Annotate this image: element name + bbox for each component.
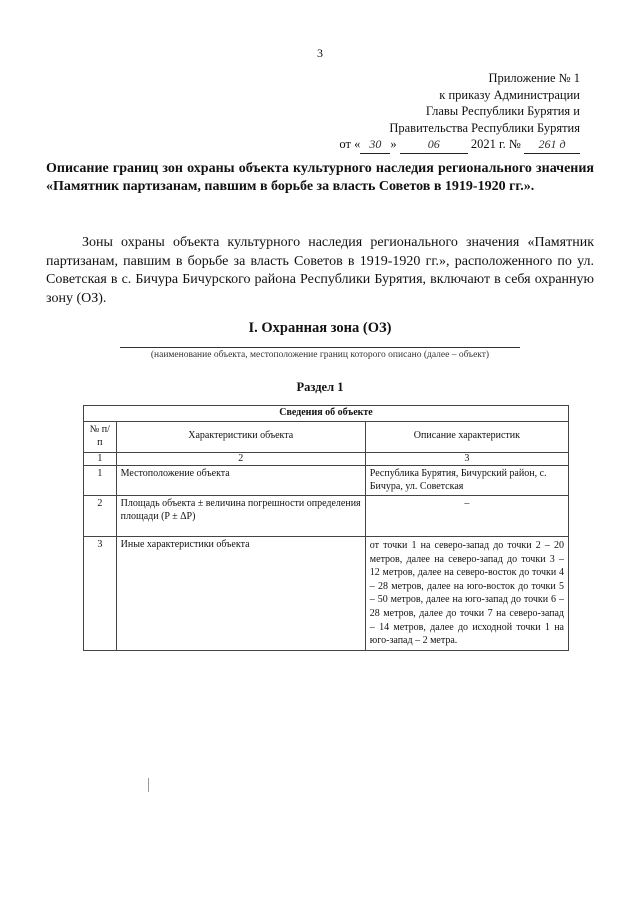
order-date-line bbox=[280, 136, 580, 154]
header-description: Описание характеристик bbox=[365, 421, 568, 452]
intro-paragraph: Зоны охраны объекта культурного наследия регионального значения «Памятник партизанам, павшим в борьбе за власть Советов в 1919-1920 гг.», расположенного по ул. Советская в с. Бичура Бичурского района Республики Бурятия, включают в себя охранную зону (ОЗ). bbox=[46, 235, 594, 306]
row-num: 1 bbox=[84, 466, 117, 496]
header-characteristic: Характеристики объекта bbox=[116, 421, 365, 452]
appendix-line: Приложение № 1 bbox=[488, 71, 580, 85]
table-caption: Сведения об объекте bbox=[84, 406, 569, 422]
row-characteristic: Местоположение объекта bbox=[116, 466, 365, 496]
row-characteristic: Площадь объекта ± величина погрешности определения площади (P ± ΔP) bbox=[116, 496, 365, 537]
order-day: 30 bbox=[360, 136, 390, 154]
appendix-line: к приказу Администрации bbox=[439, 87, 580, 102]
order-number: 261 д bbox=[524, 136, 580, 154]
subsection-heading: Раздел 1 bbox=[296, 380, 344, 394]
appendix-line: Правительства Республики Бурятия bbox=[389, 120, 580, 135]
order-year: 2021 г. № bbox=[470, 137, 521, 151]
index-cell: 2 bbox=[116, 452, 365, 466]
table-row bbox=[84, 466, 569, 496]
rule-caption: (наименование объекта, местоположение границ которого описано (далее – объект) bbox=[150, 350, 490, 360]
date-prefix: от « bbox=[339, 137, 361, 151]
page-number: 3 bbox=[317, 46, 323, 60]
table-header-row bbox=[84, 421, 569, 452]
margin-mark bbox=[148, 778, 149, 792]
table-caption-row bbox=[84, 406, 569, 422]
underline-rule bbox=[120, 347, 520, 348]
row-description: – bbox=[365, 496, 568, 537]
table-index-row bbox=[84, 452, 569, 466]
order-month: 06 bbox=[400, 136, 468, 154]
header-num: № п/п bbox=[84, 421, 117, 452]
object-info-table bbox=[83, 405, 569, 651]
row-description: Республика Бурятия, Бичурский район, с. Бичура, ул. Советская bbox=[365, 466, 568, 496]
row-description: от точки 1 на северо-запад до точки 2 – 20 метров, далее на северо-запад до точки 3 – 12 метров, далее на северо-восток до точки 4 – 28 метров, далее на юго-восток до точки 5 – 50 метров, далее на юго-запад до точки 6 – 28 метров, далее до точки 7 на северо-запад – 14 метров, далее до исходной точки 1 на юго-запад – 2 метра. bbox=[365, 537, 568, 651]
section-heading: I. Охранная зона (ОЗ) bbox=[248, 320, 392, 336]
index-cell: 3 bbox=[365, 452, 568, 466]
index-cell: 1 bbox=[84, 452, 117, 466]
table-row bbox=[84, 496, 569, 537]
document-title: Описание границ зон охраны объекта культурного наследия регионального значения «Памятник партизанам, павшим в борьбе за власть Советов в 1919-1920 гг.». bbox=[46, 161, 594, 194]
appendix-line: Главы Республики Бурятия и bbox=[425, 104, 580, 118]
appendix-block bbox=[280, 70, 580, 154]
row-characteristic: Иные характеристики объекта bbox=[116, 537, 365, 651]
date-separator: » bbox=[390, 137, 397, 151]
table-row bbox=[84, 537, 569, 651]
row-num: 3 bbox=[84, 537, 117, 651]
row-num: 2 bbox=[84, 496, 117, 537]
